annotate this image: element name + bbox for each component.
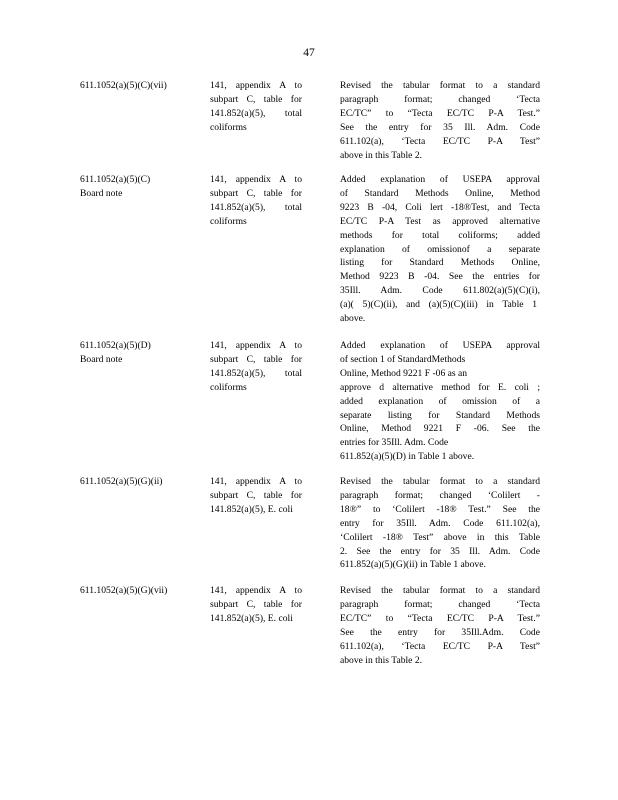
section-line: 611.1052(a)(5)(C)	[80, 174, 151, 185]
change-line: listing for Standard Methods Online,	[340, 257, 540, 269]
change-line: approve d alternative method for E. coli ;	[340, 381, 540, 393]
cfr-line: 141.852(a)(5), E. coli	[210, 612, 293, 624]
change-line: entry for 35Ill. Adm. Code 611.102(a),	[340, 517, 540, 529]
page-number: 47	[303, 47, 315, 59]
change-line: Revised the tabular format to a standard	[340, 476, 540, 487]
change-line: ‘Colilert -18® Test” above in this Table	[340, 531, 540, 543]
change-cell	[340, 339, 540, 464]
cfr-line: 141.852(a)(5), total	[210, 367, 302, 379]
section-cell	[80, 339, 200, 367]
change-line: 2. See the entry for 35 Ill. Adm. Code	[340, 545, 540, 557]
section-cell	[80, 475, 200, 489]
change-line: Online, Method 9221 F -06. See the	[340, 423, 540, 435]
change-line: 611.102(a), ‘Tecta EC/TC P-A Test”	[340, 135, 540, 147]
cfr-line: subpart C, table for	[210, 187, 302, 199]
change-line: See the entry for 35 Ill. Adm. Code	[340, 121, 540, 133]
change-line: paragraph format; changed ‘Tecta	[340, 598, 540, 610]
board-note-label: Board note	[80, 353, 123, 365]
change-line: EC/TC” to “Tecta EC/TC P-A Test.”	[340, 107, 540, 119]
change-line: of Standard Methods Online, Method	[340, 187, 540, 199]
cfr-cell	[210, 584, 302, 626]
cfr-line: 141.852(a)(5), total	[210, 107, 302, 119]
change-line: 611.852(a)(5)(D) in Table 1 above.	[340, 451, 475, 463]
change-line: Method 9223 B -04. See the entries for	[340, 271, 540, 283]
cfr-line: 141.852(a)(5), E. coli	[210, 503, 293, 515]
change-line: 9223 B -04, Coli lert -18®Test, and Tecta	[340, 201, 540, 213]
cfr-line: 141, appendix A to	[210, 174, 302, 185]
change-line: (a)( 5)(C)(ii), and (a)(5)(C)(iii) in Table 1	[340, 299, 537, 311]
change-line: See the entry for 35Ill.Adm. Code	[340, 626, 540, 638]
board-note-label: Board note	[80, 187, 123, 199]
change-line: Revised the tabular format to a standard	[340, 585, 540, 596]
cfr-cell	[210, 339, 302, 395]
section-line: 611.1052(a)(5)(D)	[80, 340, 151, 351]
change-line: Revised the tabular format to a standard	[340, 80, 540, 91]
change-line: 611.852(a)(5)(G)(ii) in Table 1 above.	[340, 559, 486, 571]
change-line: EC/TC P-A Test as approved alternative	[340, 215, 540, 227]
cfr-line: subpart C, table for	[210, 598, 302, 610]
cfr-line: subpart C, table for	[210, 489, 302, 501]
change-line: explanation of omissionof a separate	[340, 243, 540, 255]
section-cell	[80, 173, 200, 201]
change-line: 611.102(a), ‘Tecta EC/TC P-A Test”	[340, 640, 540, 652]
cfr-cell	[210, 79, 302, 135]
section-line: 611.1052(a)(5)(G)(ii)	[80, 476, 163, 487]
change-cell	[340, 173, 540, 326]
section-cell	[80, 584, 200, 598]
cfr-line: coliforms	[210, 381, 247, 393]
change-line: Added explanation of USEPA approval	[340, 174, 540, 185]
change-line: 18®” to ‘Colilert -18® Test.” See the	[340, 503, 540, 515]
change-line: Added explanation of USEPA approval	[340, 340, 540, 351]
change-line: separate listing for Standard Methods	[340, 409, 540, 421]
change-line: EC/TC” to “Tecta EC/TC P-A Test.”	[340, 612, 540, 624]
cfr-line: coliforms	[210, 121, 247, 133]
cfr-cell	[210, 173, 302, 229]
cfr-line: 141, appendix A to	[210, 585, 302, 596]
change-cell	[340, 79, 540, 162]
change-cell	[340, 584, 540, 667]
change-line: above in this Table 2.	[340, 149, 423, 161]
change-line: above in this Table 2.	[340, 654, 423, 666]
change-line: methods for total coliforms; added	[340, 229, 540, 241]
section-cell	[80, 79, 200, 93]
cfr-line: 141.852(a)(5), total	[210, 201, 302, 213]
cfr-line: subpart C, table for	[210, 353, 302, 365]
change-line: paragraph format; changed ‘Tecta	[340, 93, 540, 105]
cfr-cell	[210, 475, 302, 517]
change-line: paragraph format; changed ‘Colilert -	[340, 489, 540, 501]
change-line: 35Ill. Adm. Code 611.802(a)(5)(C)(i),	[340, 285, 540, 297]
change-line: added explanation of omission of a	[340, 395, 540, 407]
cfr-line: subpart C, table for	[210, 93, 302, 105]
change-line: Online, Method 9221 F -06 as an	[340, 367, 468, 379]
cfr-line: 141, appendix A to	[210, 476, 302, 487]
section-line: 611.1052(a)(5)(C)(vii)	[80, 80, 167, 91]
change-line: entries for 35Ill. Adm. Code	[340, 437, 449, 449]
section-line: 611.1052(a)(5)(G)(vii)	[80, 585, 168, 596]
change-cell	[340, 475, 540, 572]
change-line: of section 1 of StandardMethods	[340, 353, 466, 365]
cfr-line: 141, appendix A to	[210, 340, 302, 351]
cfr-line: coliforms	[210, 215, 247, 227]
cfr-line: 141, appendix A to	[210, 80, 302, 91]
change-line: above.	[340, 313, 366, 325]
